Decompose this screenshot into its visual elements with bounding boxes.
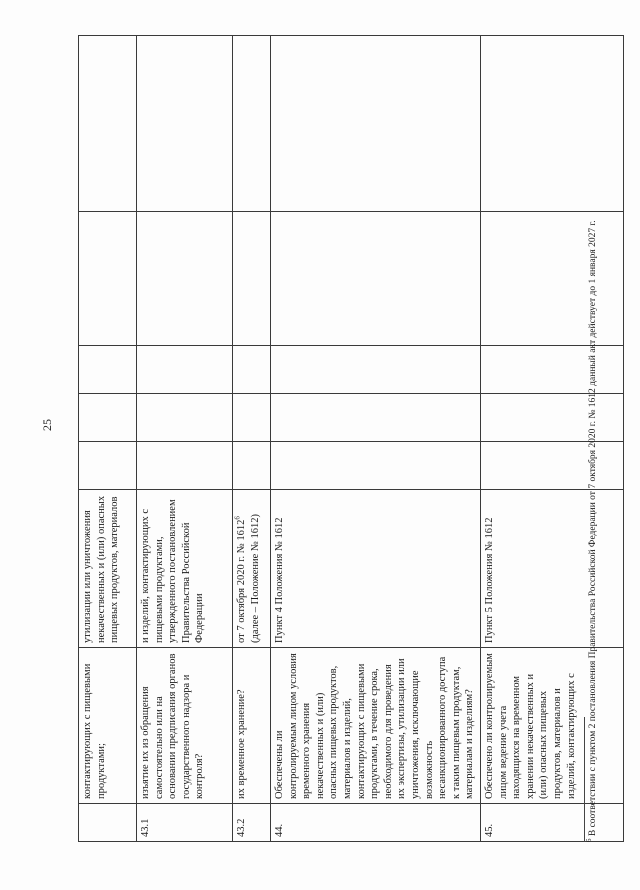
answer-cell-no — [137, 394, 233, 442]
checklist-table — [78, 35, 624, 842]
requirement-text: от 7 октября 2020 г. № 1612 — [236, 519, 247, 643]
table-row — [233, 36, 271, 842]
answer-cell-yes — [137, 442, 233, 490]
table-row — [271, 36, 481, 842]
notes-cell — [481, 36, 624, 212]
answer-cell-yes — [79, 442, 137, 490]
footnote-text: В соответствии с пунктом 2 постановления Правительства Российской Федерации от 7 октября 2020 г. № 1612 данный акт действует до 1 января 2027 г. — [588, 220, 598, 839]
requirement-cell: Пункт 5 Положения № 1612 — [481, 490, 624, 648]
comment-cell — [271, 212, 481, 346]
footnote-marker: 6 — [584, 838, 593, 842]
answer-cell-no — [79, 394, 137, 442]
question-cell: Обеспечены ли контролируемым лицом условия временного хранения некачественных и (или) опасных пищевых продуктов, материалов и изделий, контактирующих с пищевыми продуктами, в течение срока, необходимого для проведения их экспертизы, утилизации или уничтожения, исключающие возможность несанкционированного доступа к таким пищевым продуктам, материалам и изделиям? — [271, 648, 481, 804]
comment-cell — [79, 212, 137, 346]
table-row — [137, 36, 233, 842]
answer-cell-no — [481, 394, 624, 442]
table-row — [79, 36, 137, 842]
comment-cell — [137, 212, 233, 346]
question-cell: Обеспечено ли контролируемым лицом ведение учета находящихся на временном хранении некачественных и (или) опасных пищевых продуктов, материалов и изделий, контактирующих с — [481, 648, 624, 804]
requirement-cell: Пункт 4 Положения № 1612 — [271, 490, 481, 648]
question-cell: контактирующих с пищевыми продуктами; — [79, 648, 137, 804]
question-cell: их временное хранение? — [233, 648, 271, 804]
requirement-cell: утилизации или уничтожения некачественных и (или) опасных пищевых продуктов, материалов — [79, 490, 137, 648]
answer-cell-yes — [233, 442, 271, 490]
requirement-cell: и изделий, контактирующих с пищевыми продуктами, утвержденного постановлением Правительства Российской Федерации — [137, 490, 233, 648]
row-number: 45. — [481, 804, 624, 842]
footnote-divider — [584, 717, 585, 842]
answer-cell-yes — [481, 442, 624, 490]
notes-cell — [271, 36, 481, 212]
row-number — [79, 804, 137, 842]
row-number: 44. — [271, 804, 481, 842]
answer-cell-no — [271, 394, 481, 442]
answer-cell-na — [233, 346, 271, 394]
footnote — [584, 42, 599, 842]
requirement-text-cont: (далее – Положение № 1612) — [249, 513, 261, 643]
answer-cell-na — [79, 346, 137, 394]
answer-cell-na — [481, 346, 624, 394]
notes-cell — [137, 36, 233, 212]
notes-cell — [233, 36, 271, 212]
answer-cell-na — [271, 346, 481, 394]
requirement-cell — [233, 490, 271, 648]
answer-cell-no — [233, 394, 271, 442]
answer-cell-yes — [271, 442, 481, 490]
comment-cell — [481, 212, 624, 346]
question-cell: изъятие их из обращения самостоятельно или на основании предписания органов государственного надзора и контроля? — [137, 648, 233, 804]
row-number: 43.1 — [137, 804, 233, 842]
row-number: 43.2 — [233, 804, 271, 842]
table-row — [481, 36, 624, 842]
footnote-ref: 6 — [233, 516, 242, 520]
answer-cell-na — [137, 346, 233, 394]
comment-cell — [233, 212, 271, 346]
page-number: 25 — [40, 419, 54, 431]
notes-cell — [79, 36, 137, 212]
